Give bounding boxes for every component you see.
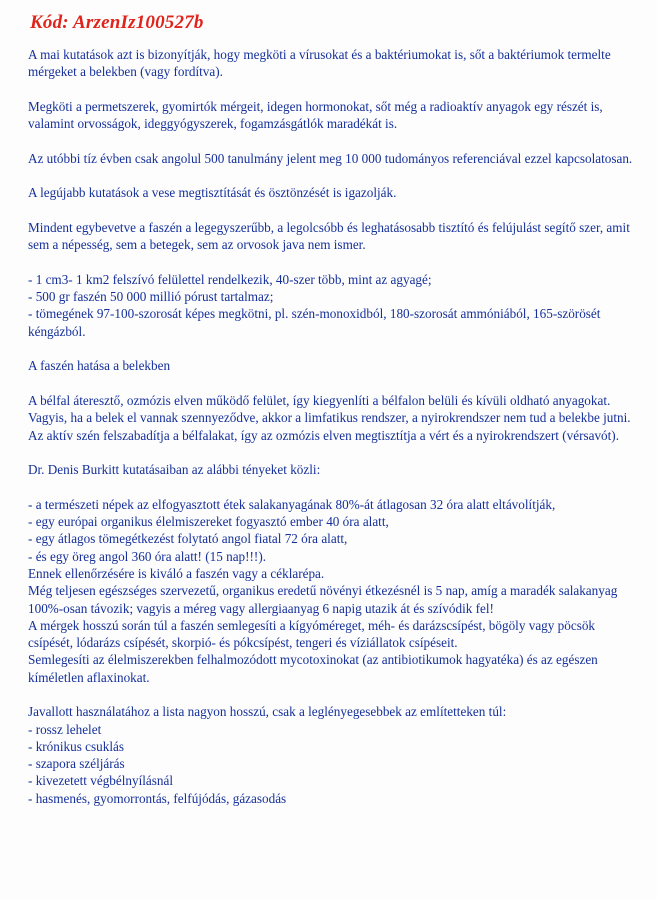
list-item: - és egy öreg angol 360 óra alatt! (15 nap!!!). (28, 548, 267, 564)
list-item: - tömegének 97-100-szorosát képes megkötni, pl. szén-monoxidból, 180-szorosát ammóniából, 165-szörösét kéngázból. (28, 306, 601, 339)
paragraph-kidney: A legújabb kutatások a vese megtisztítását és ösztönzését is igazolják. (28, 185, 397, 201)
burkitt-list (28, 496, 640, 686)
usage-intro: Javallott használatához a lista nagyon hosszú, csak a leglényegesebbek az említetteken túl: (28, 704, 507, 720)
list-item: - a természeti népek az elfogyasztott étek salakanyagának 80%-át átlagosan 32 óra alatt eltávolítják, (28, 496, 556, 512)
paragraph-viruses: A mai kutatások azt is bizonyítják, hogy megköti a vírusokat és a baktériumokat is, sőt a baktériumok termelte mérgeket a belekben (vagy fordítva). (28, 47, 611, 80)
list-item: - 1 cm3- 1 km2 felszívó felülettel rendelkezik, 40-szer több, mint az agyagé; (28, 271, 432, 287)
paragraph-summary: Mindent egybevetve a faszén a legegyszerűbb, a legolcsóbb és leghatásosabb tisztító és felújulást segítő szer, amit sem a népesség, sem a betegek, sem az orvosok java nem ismer. (28, 219, 630, 253)
paragraph-intestine-wall: A bélfal áteresztő, ozmózis elven működő felület, így kiegyenlíti a bélfalon belüli és kívüli oldható anyagokat. (28, 392, 611, 408)
list-item: - rossz lehelet (28, 721, 102, 737)
list-item: - 500 gr faszén 50 000 millió pórust tartalmaz; (28, 289, 274, 305)
usage-list (28, 721, 640, 807)
facts-list (28, 271, 640, 340)
document-code-label: Kód: ArzenIz100527b (30, 12, 204, 33)
paragraph-stings: A mérgek hosszú során túl a faszén semlegesíti a kígyóméreget, méh- és darázscsípést, bögöly vagy pöcsök csípését, lódarázs csípését, skorpió- és pókcsípést, tengeri és víziállatok csípéseit. (28, 617, 596, 651)
paragraph-studies: Az utóbbi tíz évben csak angolul 500 tanulmány jelent meg 10 000 tudományos referenciával ezzel kapcsolatosan. (28, 150, 633, 166)
paragraph-pesticides: Megköti a permetszerek, gyomirtók mérgeit, idegen hormonokat, sőt még a radioaktív anyagok egy részét is, valamint orvosságok, ideggyógyszerek, fogamzásgátlók maradékát is. (28, 98, 603, 132)
list-item: - kivezetett végbélnyílásnál (28, 773, 174, 789)
paragraph-intestine-lymph: Vagyis, ha a belek el vannak szennyeződve, akkor a limfatikus rendszer, a nyirokrendszer nem tud a belekbe jutni. (28, 410, 631, 426)
list-item: - egy európai organikus élelmiszereket fogyasztó ember 40 óra alatt, (28, 514, 389, 530)
list-item: - krónikus csuklás (28, 738, 124, 754)
document-body (28, 46, 640, 807)
burkitt-intro: Dr. Denis Burkitt kutatásaiban az alábbi tényeket közli: (28, 462, 321, 478)
paragraph-mycotoxins: Semlegesíti az élelmiszerekben felhalmozódott mycotoxinokat (az antibiotikumok hagyatéka) és az egészen kíméletlen aflaxinokat. (28, 652, 598, 685)
list-item: - hasmenés, gyomorrontás, felfújódás, gázasodás (28, 790, 287, 806)
paragraph-digestion-time: Még teljesen egészséges szervezetű, organikus eredetű növényi étkezésnél is 5 nap, amíg a maradék salakanyag 100%-osan távozik; vagyis a méreg vagy allergiaanyag 6 napig utazik át és szívódik fel! (28, 583, 618, 616)
section-heading-intestine: A faszén hatása a belekben (28, 358, 171, 374)
list-item: - szapora széljárás (28, 756, 125, 772)
paragraph-intestine-charcoal: Az aktív szén felszabadítja a bélfalakat, így az ozmózis elven megtisztítja a vért és a nyirokrendszert (vérsavót). (28, 427, 619, 443)
paragraph-check: Ennek ellenőrzésére is kiváló a faszén vagy a céklarépa. (28, 565, 325, 581)
list-item: - egy átlagos tömegétkezést folytató angol fiatal 72 óra alatt, (28, 531, 348, 547)
